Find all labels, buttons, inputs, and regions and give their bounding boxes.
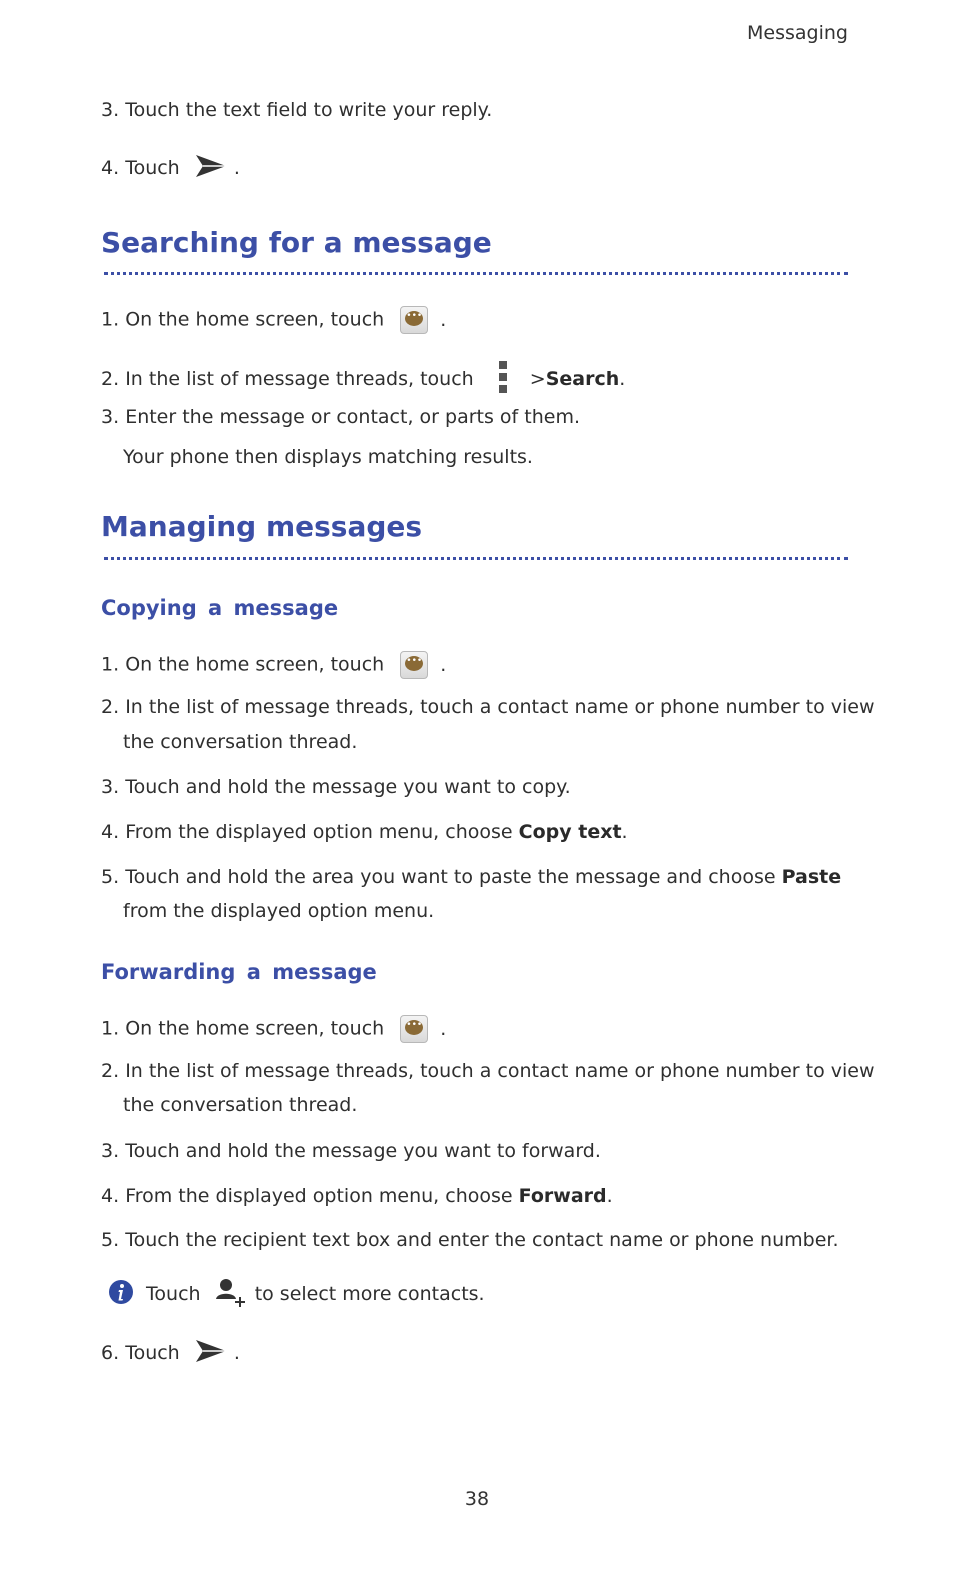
step-text: Touch: [125, 157, 180, 179]
step-text: On the home screen, touch: [125, 653, 385, 676]
search-result-note: Your phone then displays matching results.: [123, 446, 533, 468]
step-text: Touch and hold the message you want to forward.: [125, 1140, 601, 1162]
step-number: 6.: [101, 1342, 120, 1364]
copy-step-1: 1. On the home screen, touch ••• .: [101, 651, 446, 679]
messaging-app-icon: •••: [400, 306, 428, 334]
step-text: In the list of message threads, touch: [125, 368, 474, 390]
step-text: In the list of message threads, touch a contact name or phone number to view: [125, 1060, 875, 1082]
forward-label: Forward: [518, 1185, 607, 1207]
step-number: 4.: [101, 1185, 120, 1207]
step-text: Touch and hold the message you want to copy.: [125, 776, 571, 798]
step-number: 5.: [101, 866, 120, 888]
step-text: In the list of message threads, touch a contact name or phone number to view: [125, 696, 875, 718]
copy-text-label: Copy text: [518, 821, 622, 843]
forward-step-3: [101, 1140, 601, 1162]
intro-step-4: 4. Touch .: [101, 153, 240, 184]
add-contact-icon: [215, 1277, 245, 1312]
page-number: 38: [464, 1488, 490, 1510]
step-text: Enter the message or contact, or parts of them.: [125, 406, 580, 428]
tip-text: to select more contacts.: [254, 1283, 485, 1305]
search-menu-label: Search: [545, 368, 620, 390]
page-header-section: Messaging: [747, 22, 848, 44]
forward-step-5: [101, 1229, 839, 1251]
section-divider: [104, 272, 848, 275]
forward-step-6: 6. Touch .: [101, 1338, 240, 1369]
search-step-2: 2. In the list of message threads, touch >Search.: [101, 361, 625, 398]
copy-step-3: [101, 776, 571, 798]
messaging-app-icon: •••: [400, 651, 428, 679]
forward-step-2-continued: the conversation thread.: [123, 1094, 358, 1116]
copy-step-2-continued: the conversation thread.: [123, 731, 358, 753]
step-text: Touch and hold the area you want to paste the message and choose: [125, 866, 776, 888]
send-icon: [194, 153, 228, 184]
info-icon: [108, 1279, 134, 1310]
search-step-1: 1. On the home screen, touch ••• .: [101, 306, 446, 334]
step-text: On the home screen, touch: [125, 308, 385, 331]
subsection-title-forwarding: Forwarding a message: [101, 960, 377, 984]
step-text: From the displayed option menu, choose: [125, 1185, 513, 1207]
section-title-searching: Searching for a message: [101, 226, 492, 259]
paste-label: Paste: [781, 866, 842, 888]
copy-step-5: [101, 866, 841, 888]
menu-more-icon: [498, 361, 508, 398]
step-number: 1.: [101, 653, 120, 676]
step-number: 2.: [101, 696, 120, 718]
step-text: Touch the recipient text box and enter the contact name or phone number.: [125, 1229, 839, 1251]
step-number: 1.: [101, 308, 120, 331]
step-number: 4.: [101, 157, 120, 179]
step-number: 3.: [101, 776, 120, 798]
tip-note: [108, 1277, 485, 1312]
step-text: From the displayed option menu, choose: [125, 821, 513, 843]
step-number: 1.: [101, 1017, 120, 1040]
step-text: Touch the text field to write your reply.: [125, 99, 493, 121]
step-number: 2.: [101, 368, 120, 390]
intro-step-3: [101, 99, 492, 121]
section-divider: [104, 557, 848, 560]
tip-text: Touch: [146, 1283, 201, 1305]
copy-step-5-continued: from the displayed option menu.: [123, 900, 435, 922]
step-number: 2.: [101, 1060, 120, 1082]
search-step-3: [101, 406, 580, 428]
step-number: 4.: [101, 821, 120, 843]
subsection-title-copying: Copying a message: [101, 596, 339, 620]
step-number: 5.: [101, 1229, 120, 1251]
copy-step-4: 4. From the displayed option menu, choose Copy text.: [101, 821, 628, 843]
copy-step-2: [101, 696, 875, 718]
step-number: 3.: [101, 406, 120, 428]
forward-step-4: 4. From the displayed option menu, choose Forward.: [101, 1185, 613, 1207]
step-number: 3.: [101, 99, 120, 121]
send-icon: [194, 1338, 228, 1369]
step-text: Touch: [125, 1342, 180, 1364]
step-number: 3.: [101, 1140, 120, 1162]
step-text: On the home screen, touch: [125, 1017, 385, 1040]
forward-step-1: 1. On the home screen, touch ••• .: [101, 1015, 446, 1043]
section-title-managing: Managing messages: [101, 510, 423, 543]
forward-step-2: [101, 1060, 875, 1082]
messaging-app-icon: •••: [400, 1015, 428, 1043]
